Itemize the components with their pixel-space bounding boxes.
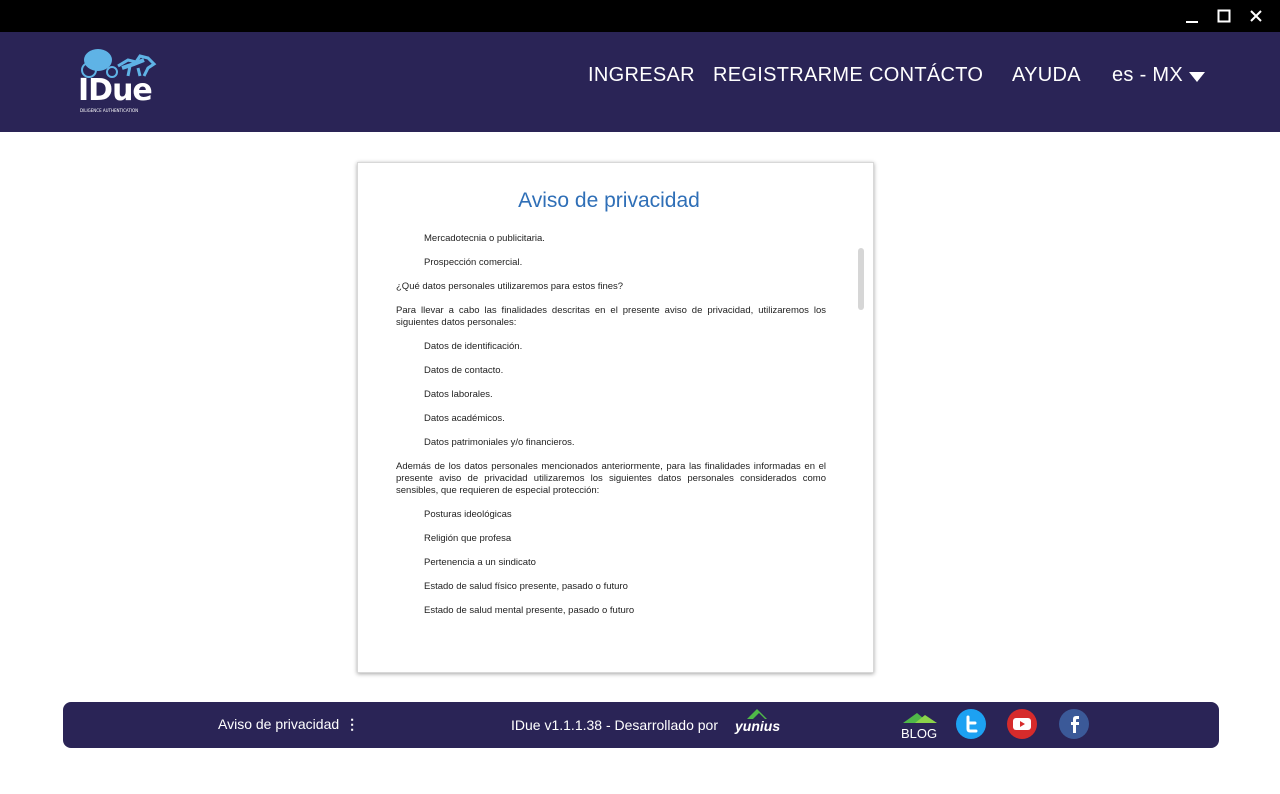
idue-logo[interactable] <box>78 46 160 116</box>
more-vertical-icon: ⋮ <box>345 716 360 732</box>
scrollbar[interactable] <box>858 248 864 310</box>
document-body[interactable] <box>396 233 826 653</box>
privacy-link-label: Aviso de privacidad <box>218 716 340 732</box>
document-paragraph: Además de los datos personales mencionados anteriormente, para las finalidades informadas en el presente aviso de privacidad utilizaremos los siguientes datos personales considerados como sensibles, que requieren de especial protección: <box>396 461 826 496</box>
privacy-document <box>357 162 874 673</box>
version-text: IDue v1.1.1.38 - Desarrollado por <box>511 717 718 733</box>
blog-link[interactable] <box>899 709 941 739</box>
youtube-icon <box>1007 709 1037 739</box>
language-label: es - MX <box>1112 64 1183 86</box>
twitter-link[interactable] <box>956 709 986 739</box>
document-paragraph: Religión que profesa <box>424 533 512 544</box>
minimize-icon[interactable] <box>1182 6 1202 26</box>
document-paragraph: Datos de identificación. <box>424 341 523 352</box>
document-paragraph: Estado de salud mental presente, pasado o futuro <box>424 605 635 616</box>
app-header <box>0 32 1280 132</box>
document-paragraph: Para llevar a cabo las finalidades descritas en el presente aviso de privacidad, utilizaremos los siguientes datos personales: <box>396 305 826 328</box>
nav-registrarme[interactable]: REGISTRARME <box>713 64 863 86</box>
blog-label: BLOG <box>901 726 938 739</box>
document-paragraph: Pertenencia a un sindicato <box>424 557 536 568</box>
document-paragraph: Mercadotecnia o publicitaria. <box>424 233 545 244</box>
document-paragraph: Posturas ideológicas <box>424 509 512 520</box>
privacy-link[interactable] <box>218 716 359 733</box>
document-paragraph: Datos laborales. <box>424 389 493 400</box>
language-selector[interactable] <box>1112 64 1205 87</box>
nav-contacto[interactable]: CONTÁCTO <box>869 64 984 86</box>
document-paragraph: ¿Qué datos personales utilizaremos para estos fines? <box>396 281 624 292</box>
logo-text: IDue <box>78 73 152 108</box>
document-paragraph: Datos patrimoniales y/o financieros. <box>424 437 575 448</box>
document-title: Aviso de privacidad <box>518 189 700 212</box>
maximize-icon[interactable] <box>1214 6 1234 26</box>
document-paragraph: Estado de salud físico presente, pasado o futuro <box>424 581 628 592</box>
yunius-logo[interactable] <box>735 706 785 742</box>
logo-subtitle: DILIGENCE AUTHENTICATION <box>80 108 139 113</box>
window-titlebar <box>0 0 1280 32</box>
app-footer <box>63 702 1219 748</box>
twitter-icon <box>956 709 986 739</box>
nav-ingresar[interactable]: INGRESAR <box>588 64 695 86</box>
document-paragraph: Datos de contacto. <box>424 365 504 376</box>
close-icon[interactable] <box>1246 6 1266 26</box>
nav-ayuda[interactable]: AYUDA <box>1012 64 1081 86</box>
document-paragraph: Datos académicos. <box>424 413 505 424</box>
chevron-down-icon <box>1189 72 1205 82</box>
document-paragraph: Prospección comercial. <box>424 257 523 268</box>
yunius-text: yunius <box>735 718 781 734</box>
facebook-icon <box>1059 709 1089 739</box>
youtube-link[interactable] <box>1007 709 1037 739</box>
facebook-link[interactable] <box>1059 709 1089 739</box>
blog-icon <box>899 709 941 739</box>
